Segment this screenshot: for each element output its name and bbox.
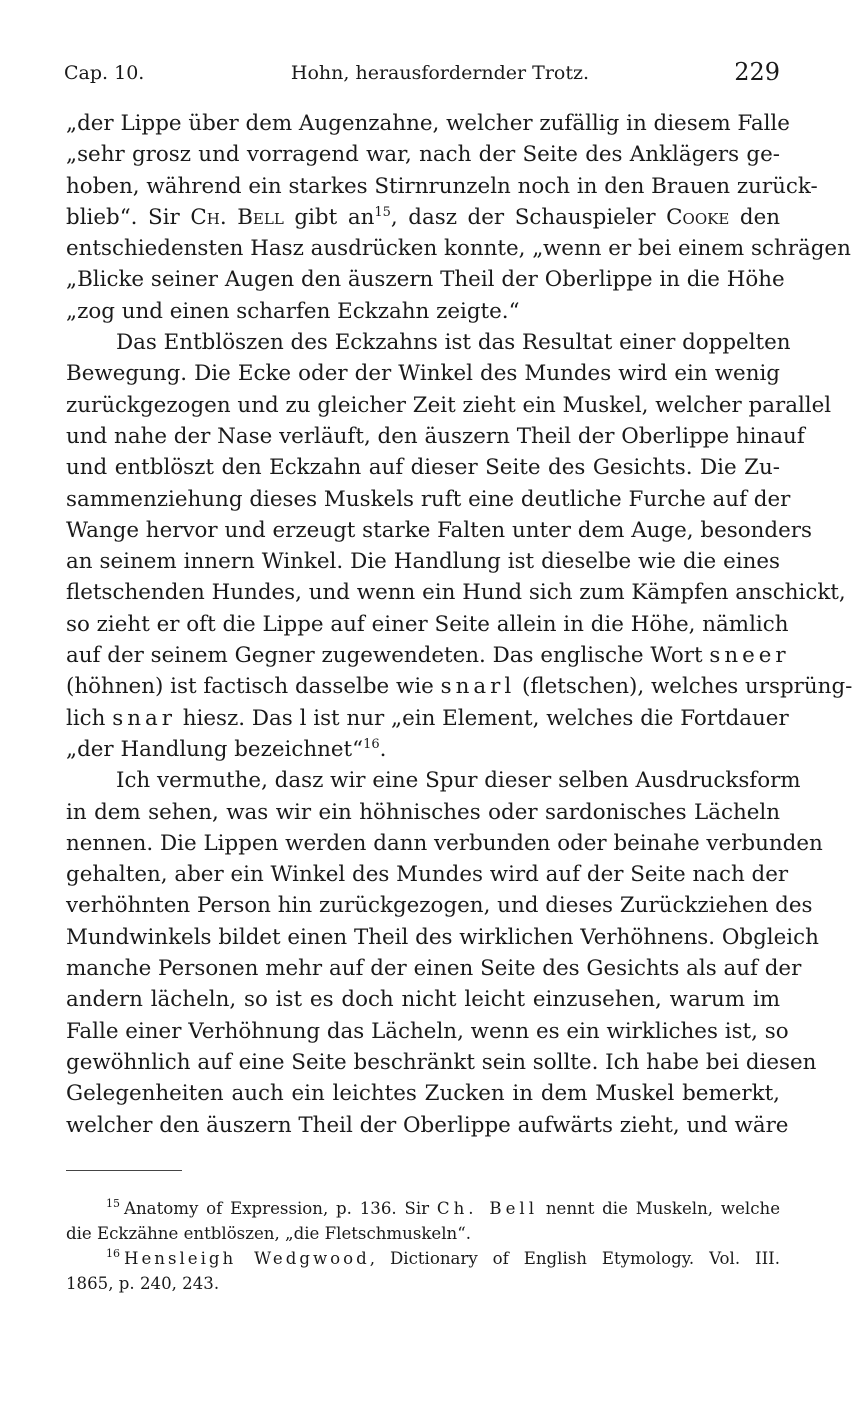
text-line: sammenziehung dieses Muskels ruft eine deutliche Furche auf der [66, 486, 791, 512]
text-line: Mundwinkels bildet einen Theil des wirklichen Verhöhnens. Obgleich [66, 924, 819, 950]
text-span: gibt an [283, 204, 375, 230]
footnotes [66, 1196, 780, 1296]
text-span: , dasz der Schauspieler [390, 204, 667, 230]
running-header [64, 58, 780, 88]
text-line: so zieht er oft die Lippe auf einer Seite allein in die Höhe, nämlich [66, 611, 789, 637]
text-line: in dem sehen, was wir ein höhnisches oder sardonisches Lächeln [66, 799, 780, 825]
text-line: hoben, während ein starkes Stirnrunzeln noch in den Brauen zurück- [66, 173, 818, 199]
spaced-word: sneer [709, 643, 790, 669]
footnote-ref[interactable]: 15 [374, 204, 391, 220]
text-line: entschiedensten Hasz ausdrücken konnte, „wenn er bei einem schrägen [66, 236, 851, 262]
page-number: 229 [734, 58, 780, 86]
text-line: zurückgezogen und zu gleicher Zeit zieht ein Muskel, welcher parallel [66, 392, 832, 418]
footnote-text: , Dictionary of English Etymology. Vol. III. [369, 1249, 780, 1268]
text-line: an seinem innern Winkel. Die Handlung ist dieselbe wie die eines [66, 549, 780, 575]
text-line: Wange hervor und erzeugt starke Falten unter dem Auge, besonders [66, 517, 812, 543]
text-line [66, 640, 790, 671]
footnote-15 [66, 1196, 780, 1221]
text-line: nennen. Die Lippen werden dann verbunden oder beinahe verbunden [66, 830, 823, 856]
text-line: „sehr grosz und vorragend war, nach der Seite des Anklägers ge- [66, 142, 780, 168]
text-line [66, 671, 852, 702]
spaced-name: Hensleigh Wedgwood [124, 1249, 370, 1268]
text-line: andern lächeln, so ist es doch nicht leicht einzusehen, warum im [66, 987, 780, 1013]
text-line: und entblöszt den Eckzahn auf dieser Seite des Gesichts. Die Zu- [66, 455, 780, 481]
text-line: Falle einer Verhöhnung das Lächeln, wenn es ein wirkliches ist, so [66, 1018, 789, 1044]
text-line: fletschenden Hundes, und wenn ein Hund sich zum Kämpfen anschickt, [66, 580, 846, 606]
footnote-mark: 15 [106, 1197, 120, 1210]
text-span: . [379, 736, 387, 762]
spaced-name: Ch. Bell [436, 1199, 539, 1218]
paragraph-start: Das Entblöszen des Eckzahns ist das Resultat einer doppelten [116, 330, 791, 356]
text-line: „der Lippe über dem Augenzahne, welcher zufällig in diesem Falle [66, 111, 790, 136]
chapter-label: Cap. 10. [64, 62, 145, 84]
text-line [66, 703, 789, 734]
text-span: hiesz. Das l ist nur „ein Element, welches die Fortdauer [175, 705, 789, 731]
text-line [66, 734, 780, 765]
text-span: auf der seinem Gegner zugewendeten. Das englische Wort [66, 643, 710, 669]
actor-name: Cooke [666, 204, 730, 230]
author-name: Ch. Bell [190, 204, 284, 230]
footnote-text-line: 1865, p. 240, 243. [66, 1274, 220, 1293]
footnote-16 [66, 1246, 780, 1271]
text-line: Gelegenheiten auch ein leichtes Zucken in dem Muskel bemerkt, [66, 1081, 780, 1107]
text-line: „Blicke seiner Augen den äuszern Theil der Oberlippe in die Höhe [66, 267, 785, 293]
spaced-word: snar [112, 705, 176, 731]
footnote-ref[interactable]: 16 [363, 736, 380, 752]
text-line: Bewegung. Die Ecke oder der Winkel des Mundes wird ein wenig [66, 361, 780, 387]
footnote-text-line: die Eckzähne entblöszen, „die Fletschmuskeln“. [66, 1224, 471, 1243]
text-line: welcher den äuszern Theil der Oberlippe aufwärts zieht, und wäre [66, 1112, 789, 1138]
footnote-text: Anatomy of Expression, p. 136. Sir [124, 1199, 437, 1218]
main-text [66, 108, 852, 1141]
text-span: (höhnen) ist factisch dasselbe wie [66, 674, 441, 700]
text-span: den [729, 204, 780, 230]
text-line: „zog und einen scharfen Eckzahn zeigte.“ [66, 298, 520, 324]
text-line: und nahe der Nase verläuft, den äuszern Theil der Oberlippe hinauf [66, 423, 805, 449]
footnote-divider [66, 1170, 182, 1171]
text-span: lich [66, 705, 113, 731]
text-line: gehalten, aber ein Winkel des Mundes wird auf der Seite nach der [66, 862, 789, 888]
text-span: „der Handlung bezeichnet“ [66, 736, 364, 762]
spaced-word: snarl [440, 674, 516, 700]
text-line: manche Personen mehr auf der einen Seite des Gesichts als auf der [66, 956, 802, 982]
footnote-mark: 16 [106, 1247, 120, 1260]
footnote-text: nennt die Muskeln, welche [538, 1199, 781, 1218]
text-span: blieb“. Sir [66, 204, 191, 230]
text-line: verhöhnten Person hin zurückgezogen, und dieses Zurückziehen des [66, 893, 813, 919]
paragraph-start: Ich vermuthe, dasz wir eine Spur dieser selben Ausdrucksform [116, 768, 801, 794]
text-line: gewöhnlich auf eine Seite beschränkt sein sollte. Ich habe bei diesen [66, 1049, 817, 1075]
running-title: Hohn, herausfordernder Trotz. [290, 62, 590, 84]
text-span: (fletschen), welches ursprüng- [515, 674, 852, 700]
text-line [66, 202, 780, 233]
